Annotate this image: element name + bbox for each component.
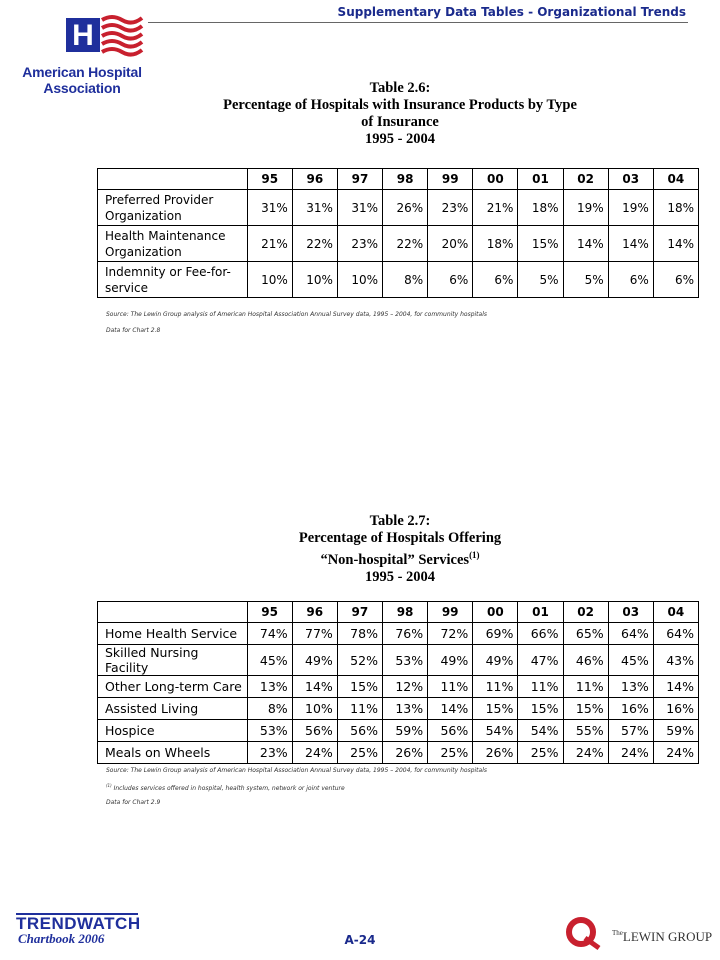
table-cell: 31%: [337, 190, 382, 226]
table-cell: 19%: [563, 190, 608, 226]
table-row: [98, 720, 699, 742]
table2-header-row: [98, 602, 699, 623]
row-label: [98, 226, 248, 262]
table-cell: 11%: [563, 676, 608, 698]
table2-title: [180, 513, 620, 586]
table-cell: 56%: [292, 720, 337, 742]
table-cell: 15%: [473, 698, 518, 720]
table-cell: 11%: [518, 676, 563, 698]
table-cell: 26%: [383, 190, 428, 226]
table-cell: 10%: [247, 262, 292, 298]
table2-chart-note: Data for Chart 2.9: [106, 799, 161, 806]
table-cell: 65%: [563, 623, 608, 645]
year-header: 97: [337, 169, 382, 190]
year-header: 98: [382, 602, 427, 623]
table2-title-line3: “Non-hospital” Services$^{(1)}$: [320, 550, 480, 568]
table-cell: 56%: [428, 720, 473, 742]
year-header: 98: [383, 169, 428, 190]
table-row: [98, 676, 699, 698]
table-cell: 14%: [428, 698, 473, 720]
table-cell: 18%: [653, 190, 698, 226]
aha-name-line1: American Hospital: [22, 64, 142, 80]
table2-title-line4: 1995 - 2004: [364, 568, 436, 585]
row-label-line1: Health Maintenance: [105, 228, 226, 243]
year-header: 02: [563, 169, 608, 190]
row-label-line2: Organization: [105, 208, 182, 223]
table-cell: 14%: [653, 676, 698, 698]
table1-source: Source: The Lewin Group analysis of American Hospital Association Annual Survey data, 1995 – 2004, for community hospitals: [106, 311, 488, 318]
row-label: Skilled Nursing Facility: [98, 645, 248, 676]
year-header: 00: [473, 602, 518, 623]
row-label: Meals on Wheels: [98, 742, 248, 764]
table1-title-line4: 1995 - 2004: [364, 131, 436, 147]
table-cell: 24%: [653, 742, 698, 764]
table-cell: 25%: [518, 742, 563, 764]
table-cell: 53%: [382, 645, 427, 676]
svg-text:H: H: [72, 19, 94, 52]
table-cell: 6%: [473, 262, 518, 298]
row-label: [98, 262, 248, 298]
year-header: 95: [247, 602, 292, 623]
table-cell: 10%: [292, 262, 337, 298]
chartbook-label: Chartbook 2006: [18, 931, 105, 946]
row-label: [98, 190, 248, 226]
row-label-line2: service: [105, 280, 148, 295]
table-cell: 6%: [653, 262, 698, 298]
table-cell: 13%: [608, 676, 653, 698]
table-cell: 16%: [653, 698, 698, 720]
table-cell: 21%: [247, 226, 292, 262]
table-cell: 13%: [247, 676, 292, 698]
table-cell: 20%: [428, 226, 473, 262]
table-cell: 54%: [518, 720, 563, 742]
table-cell: 43%: [653, 645, 698, 676]
year-header: 02: [563, 602, 608, 623]
table-cell: 26%: [382, 742, 427, 764]
table-cell: 18%: [518, 190, 563, 226]
table-cell: 76%: [382, 623, 427, 645]
table-cell: 5%: [518, 262, 563, 298]
aha-logo: [8, 12, 148, 102]
trendwatch-title: TRENDWATCH: [16, 914, 141, 933]
table-cell: 19%: [608, 190, 653, 226]
table2-title-sup: (1): [469, 550, 480, 560]
table-cell: 15%: [518, 698, 563, 720]
row-label: Other Long-term Care: [98, 676, 248, 698]
year-header: 97: [337, 602, 382, 623]
table-cell: 15%: [563, 698, 608, 720]
year-header: 00: [473, 169, 518, 190]
table-cell: 18%: [473, 226, 518, 262]
table2-footnote: $^{(1)}$ Includes services offered in hospital, health system, network or joint venture: [106, 783, 345, 792]
year-header: 03: [608, 169, 653, 190]
table1-title-line1: Table 2.6:: [369, 80, 431, 96]
table-cell: 53%: [247, 720, 292, 742]
aha-logo-text: [8, 64, 156, 96]
table-cell: 56%: [337, 720, 382, 742]
table-cell: 64%: [608, 623, 653, 645]
table2: [97, 601, 699, 764]
table-cell: 54%: [473, 720, 518, 742]
table-cell: 8%: [247, 698, 292, 720]
aha-name-line2: Association: [43, 80, 121, 96]
table-cell: 77%: [292, 623, 337, 645]
table-cell: 22%: [383, 226, 428, 262]
table-row: [98, 262, 699, 298]
table1-title-line3: of Insurance: [361, 114, 439, 130]
table-cell: 16%: [608, 698, 653, 720]
table-cell: 11%: [473, 676, 518, 698]
table-cell: 23%: [247, 742, 292, 764]
row-label: Home Health Service: [98, 623, 248, 645]
year-header: 04: [653, 602, 698, 623]
table-cell: 8%: [383, 262, 428, 298]
year-header: 03: [608, 602, 653, 623]
row-label: Hospice: [98, 720, 248, 742]
year-header: 01: [518, 602, 563, 623]
table-cell: 31%: [247, 190, 292, 226]
year-header: 99: [428, 169, 473, 190]
row-label: Assisted Living: [98, 698, 248, 720]
row-label-line1: Preferred Provider: [105, 192, 214, 207]
table-cell: 24%: [608, 742, 653, 764]
table-cell: 24%: [292, 742, 337, 764]
table-cell: 45%: [247, 645, 292, 676]
table-row: [98, 623, 699, 645]
table-cell: 46%: [563, 645, 608, 676]
table-cell: 64%: [653, 623, 698, 645]
table2-source: Source: The Lewin Group analysis of American Hospital Association Annual Survey data, 1995 – 2004, for community hospitals: [106, 767, 488, 774]
lewin-logo-text: $^{The}$LEWIN GROUP: [612, 929, 713, 944]
table2-footnote-mark: (1): [106, 783, 112, 788]
table-cell: 13%: [382, 698, 427, 720]
year-header: 96: [292, 602, 337, 623]
table-cell: 49%: [473, 645, 518, 676]
table-cell: 72%: [428, 623, 473, 645]
table-cell: 14%: [653, 226, 698, 262]
table-row: [98, 698, 699, 720]
table-cell: 78%: [337, 623, 382, 645]
table-cell: 45%: [608, 645, 653, 676]
table-cell: 14%: [563, 226, 608, 262]
page-number: A-24: [344, 933, 376, 947]
year-header: 04: [653, 169, 698, 190]
table-cell: 5%: [563, 262, 608, 298]
table-row: [98, 226, 699, 262]
table-cell: 49%: [428, 645, 473, 676]
table-cell: 55%: [563, 720, 608, 742]
table-cell: 22%: [292, 226, 337, 262]
table-cell: 52%: [337, 645, 382, 676]
year-header: 95: [247, 169, 292, 190]
aha-flag-icon: [8, 12, 148, 62]
table1-title-line2: Percentage of Hospitals with Insurance Products by Type: [223, 97, 577, 113]
table-row: [98, 190, 699, 226]
table-cell: 6%: [608, 262, 653, 298]
table-cell: 23%: [337, 226, 382, 262]
table1-chart-note: Data for Chart 2.8: [106, 327, 161, 334]
table-cell: 74%: [247, 623, 292, 645]
table-row: [98, 645, 699, 676]
year-header: 99: [428, 602, 473, 623]
row-label-line1: Indemnity or Fee-for-: [105, 264, 231, 279]
table-cell: 66%: [518, 623, 563, 645]
row-label-line2: Organization: [105, 244, 182, 259]
table-cell: 69%: [473, 623, 518, 645]
table1-corner: [98, 169, 248, 190]
table-cell: 15%: [518, 226, 563, 262]
table-cell: 23%: [428, 190, 473, 226]
table-cell: 11%: [337, 698, 382, 720]
table-cell: 31%: [292, 190, 337, 226]
table-cell: 59%: [653, 720, 698, 742]
table-cell: 59%: [382, 720, 427, 742]
table-cell: 25%: [428, 742, 473, 764]
table-cell: 12%: [382, 676, 427, 698]
table-cell: 10%: [337, 262, 382, 298]
table1-header-row: [98, 169, 699, 190]
table-cell: 21%: [473, 190, 518, 226]
table-cell: 25%: [337, 742, 382, 764]
table-cell: 15%: [337, 676, 382, 698]
table1-title: [180, 80, 620, 148]
table-cell: 47%: [518, 645, 563, 676]
table-cell: 11%: [428, 676, 473, 698]
year-header: 01: [518, 169, 563, 190]
table2-title-line2: Percentage of Hospitals Offering: [298, 530, 502, 546]
header-title: Supplementary Data Tables - Organizational Trends: [337, 5, 686, 19]
table2-corner: [98, 602, 248, 623]
table-cell: 24%: [563, 742, 608, 764]
table2-title-line1: Table 2.7:: [369, 513, 431, 529]
table-cell: 49%: [292, 645, 337, 676]
table-row: [98, 742, 699, 764]
table1: [97, 168, 699, 298]
year-header: 96: [292, 169, 337, 190]
table-cell: 14%: [292, 676, 337, 698]
table-cell: 6%: [428, 262, 473, 298]
table-cell: 14%: [608, 226, 653, 262]
table-cell: 57%: [608, 720, 653, 742]
table-cell: 26%: [473, 742, 518, 764]
table-cell: 10%: [292, 698, 337, 720]
header-rule: [148, 22, 688, 23]
